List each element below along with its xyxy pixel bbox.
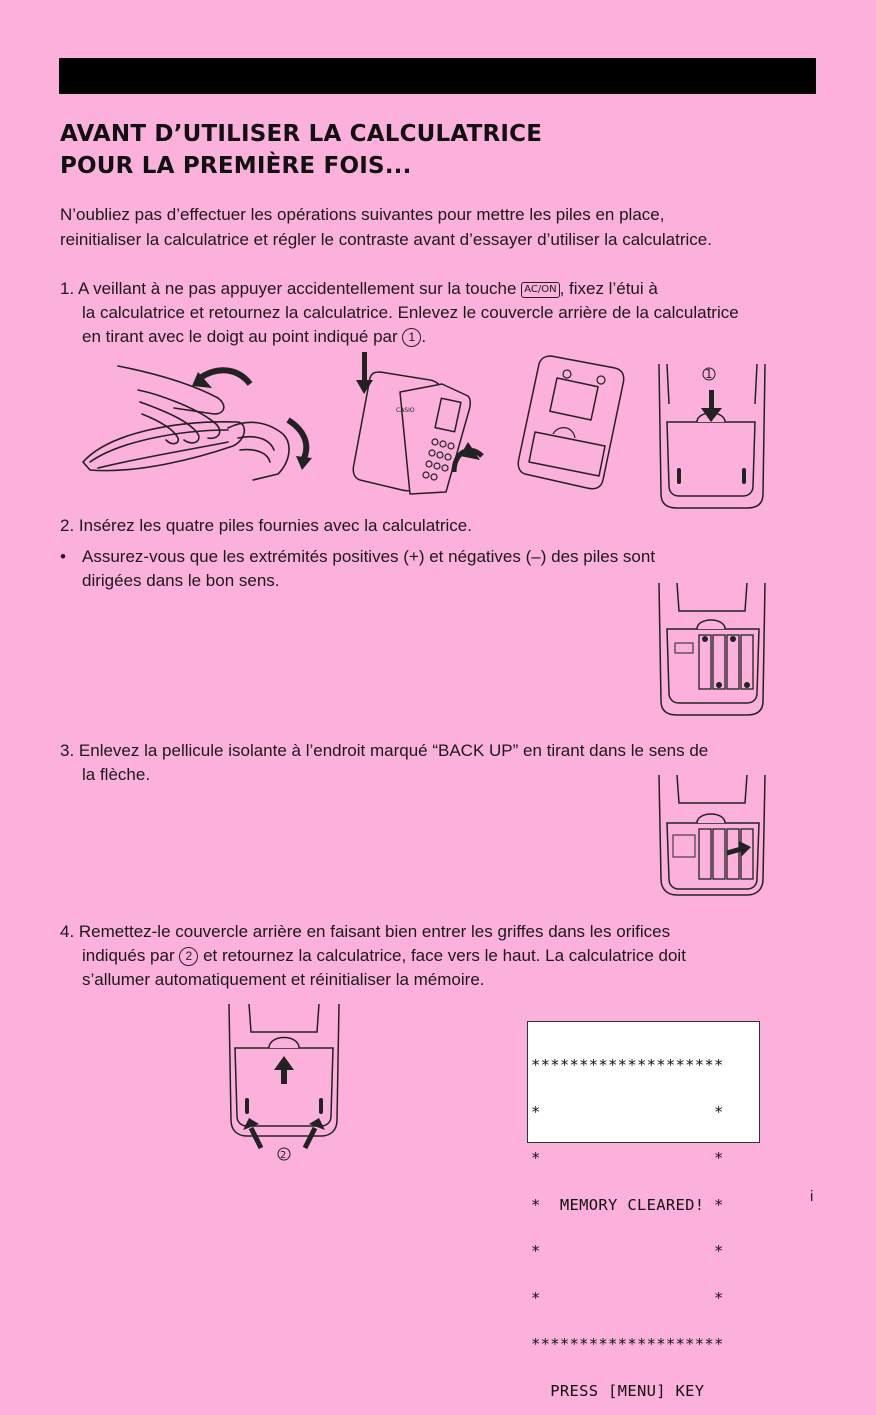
step-1: 1. A veillant à ne pas appuyer accidentellement sur la touche AC/ON , fixez l’étui à la calculatrice et retournez la calculatrice. Enlevez le couvercle arrière de la calculatrice en tirant avec le doigt au point indiqué par 1 . — [60, 279, 739, 346]
screen-row: PRESS [MENU] KEY — [531, 1381, 705, 1400]
step-2-bullet: • Assurez-vous que les extrémités positives (+) et négatives (–) des piles sont dirigées dans le bon sens. — [60, 547, 656, 590]
title-line-1: AVANT D’UTILISER LA CALCULATRICE — [60, 121, 543, 147]
brand-label: CASIO — [396, 407, 415, 414]
screen-row: * * — [531, 1149, 724, 1167]
page-title — [60, 118, 542, 182]
replace-cover-illustration — [225, 1004, 345, 1164]
screen-row: * * — [531, 1242, 724, 1260]
screen-row: * MEMORY CLEARED! * — [531, 1195, 724, 1214]
marker-2-icon: 2 — [179, 947, 198, 966]
memory-cleared-screen — [527, 1021, 760, 1400]
intro-paragraph: N’oubliez pas d’effectuer les opérations suivantes pour mettre les piles en place, reinitialiser la calculatrice et régler le contraste avant d’essayer d’utiliser la calculatrice. — [60, 205, 712, 249]
calculator-back-illustration — [515, 352, 630, 492]
marker-2-label: 2 — [280, 1150, 287, 1161]
back-cover-illustration — [655, 364, 770, 511]
step-4: 4. Remettez-le couvercle arrière en faisant bien entrer les griffes dans les orifices indiqués par 2 et retournez la calculatrice, face vers le haut. La calculatrice doit s’allumer automatiquement et réinitialiser la mémoire. — [60, 922, 686, 989]
header-bar — [59, 58, 816, 94]
hands-removing-case-illustration — [78, 358, 328, 488]
step-3: 3. Enlevez la pellicule isolante à l’endroit marqué “BACK UP” en tirant dans le sens de la flèche. — [60, 741, 709, 784]
step-2: 2. Insérez les quatre piles fournies avec la calculatrice. — [60, 516, 472, 535]
screen-row: ******************** — [531, 1335, 724, 1353]
backup-film-illustration — [655, 775, 770, 910]
ac-on-key-icon: AC/ON — [521, 282, 559, 298]
screen-row: * * — [531, 1288, 724, 1307]
batteries-illustration — [655, 583, 770, 718]
marker-1-label: 1 — [705, 367, 713, 381]
title-line-2: POUR LA PREMIÈRE FOIS... — [60, 153, 412, 179]
page-number: i — [810, 1188, 814, 1205]
screen-row: * * — [531, 1102, 724, 1121]
screen-row: ******************** — [531, 1056, 724, 1074]
marker-1-icon: 1 — [402, 328, 421, 347]
slide-case-illustration — [350, 352, 485, 497]
